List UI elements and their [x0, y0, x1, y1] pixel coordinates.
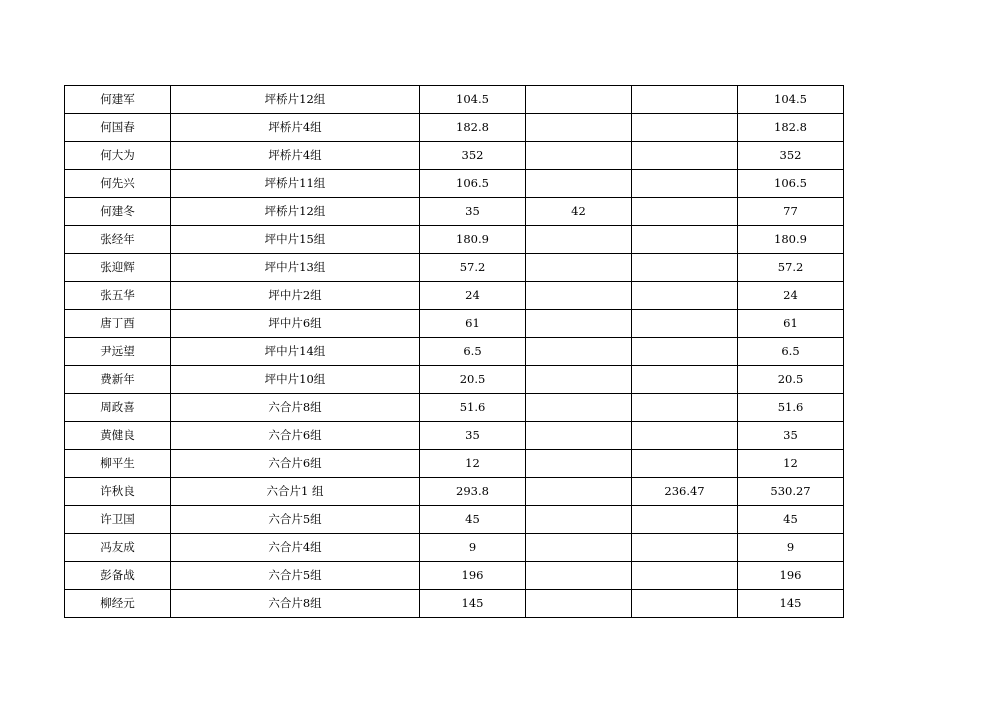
value-a-cell: 57.2	[420, 254, 526, 282]
name-cell: 何国春	[65, 114, 171, 142]
location-cell: 坪桥片12组	[171, 86, 420, 114]
value-a-cell: 352	[420, 142, 526, 170]
name-cell: 冯友成	[65, 534, 171, 562]
value-b-cell	[526, 450, 632, 478]
table-row	[65, 170, 844, 198]
value-c-cell	[632, 506, 738, 534]
table-body	[65, 86, 844, 618]
name-cell: 张迎辉	[65, 254, 171, 282]
value-b-cell	[526, 170, 632, 198]
value-b-cell	[526, 254, 632, 282]
table-row	[65, 226, 844, 254]
table-row	[65, 394, 844, 422]
location-cell: 六合片4组	[171, 534, 420, 562]
name-cell: 柳平生	[65, 450, 171, 478]
total-cell: 61	[738, 310, 844, 338]
table-row	[65, 590, 844, 618]
value-b-cell	[526, 590, 632, 618]
table-row	[65, 422, 844, 450]
table-row	[65, 506, 844, 534]
table-row	[65, 366, 844, 394]
total-cell: 35	[738, 422, 844, 450]
value-c-cell	[632, 562, 738, 590]
value-c-cell	[632, 338, 738, 366]
location-cell: 坪中片13组	[171, 254, 420, 282]
value-a-cell: 9	[420, 534, 526, 562]
table-row	[65, 114, 844, 142]
value-c-cell	[632, 282, 738, 310]
value-c-cell	[632, 450, 738, 478]
value-c-cell	[632, 422, 738, 450]
value-a-cell: 145	[420, 590, 526, 618]
value-a-cell: 61	[420, 310, 526, 338]
total-cell: 20.5	[738, 366, 844, 394]
location-cell: 六合片1 组	[171, 478, 420, 506]
name-cell: 何大为	[65, 142, 171, 170]
value-a-cell: 293.8	[420, 478, 526, 506]
table-row	[65, 198, 844, 226]
value-c-cell: 236.47	[632, 478, 738, 506]
location-cell: 六合片8组	[171, 590, 420, 618]
total-cell: 106.5	[738, 170, 844, 198]
value-b-cell	[526, 366, 632, 394]
value-a-cell: 196	[420, 562, 526, 590]
table-row	[65, 86, 844, 114]
value-a-cell: 24	[420, 282, 526, 310]
value-a-cell: 182.8	[420, 114, 526, 142]
value-a-cell: 35	[420, 198, 526, 226]
value-c-cell	[632, 114, 738, 142]
value-a-cell: 12	[420, 450, 526, 478]
table-row	[65, 254, 844, 282]
name-cell: 许卫国	[65, 506, 171, 534]
value-c-cell	[632, 142, 738, 170]
location-cell: 坪中片14组	[171, 338, 420, 366]
location-cell: 六合片6组	[171, 450, 420, 478]
value-a-cell: 106.5	[420, 170, 526, 198]
total-cell: 145	[738, 590, 844, 618]
location-cell: 六合片6组	[171, 422, 420, 450]
location-cell: 坪中片10组	[171, 366, 420, 394]
location-cell: 坪桥片4组	[171, 114, 420, 142]
value-b-cell	[526, 478, 632, 506]
value-b-cell: 42	[526, 198, 632, 226]
name-cell: 张五华	[65, 282, 171, 310]
table-row	[65, 562, 844, 590]
value-a-cell: 51.6	[420, 394, 526, 422]
name-cell: 费新年	[65, 366, 171, 394]
table-row	[65, 310, 844, 338]
total-cell: 352	[738, 142, 844, 170]
name-cell: 尹远望	[65, 338, 171, 366]
table-row	[65, 478, 844, 506]
location-cell: 坪中片15组	[171, 226, 420, 254]
value-b-cell	[526, 562, 632, 590]
total-cell: 24	[738, 282, 844, 310]
value-b-cell	[526, 534, 632, 562]
value-c-cell	[632, 394, 738, 422]
total-cell: 104.5	[738, 86, 844, 114]
value-c-cell	[632, 170, 738, 198]
name-cell: 张经年	[65, 226, 171, 254]
location-cell: 六合片5组	[171, 562, 420, 590]
table-row	[65, 450, 844, 478]
value-a-cell: 104.5	[420, 86, 526, 114]
total-cell: 77	[738, 198, 844, 226]
total-cell: 6.5	[738, 338, 844, 366]
table-row	[65, 338, 844, 366]
value-a-cell: 35	[420, 422, 526, 450]
value-a-cell: 20.5	[420, 366, 526, 394]
name-cell: 何建冬	[65, 198, 171, 226]
value-b-cell	[526, 310, 632, 338]
table-row	[65, 142, 844, 170]
name-cell: 黄健良	[65, 422, 171, 450]
total-cell: 45	[738, 506, 844, 534]
total-cell: 182.8	[738, 114, 844, 142]
value-c-cell	[632, 254, 738, 282]
value-a-cell: 45	[420, 506, 526, 534]
value-b-cell	[526, 114, 632, 142]
total-cell: 530.27	[738, 478, 844, 506]
name-cell: 何先兴	[65, 170, 171, 198]
value-c-cell	[632, 226, 738, 254]
total-cell: 196	[738, 562, 844, 590]
total-cell: 180.9	[738, 226, 844, 254]
location-cell: 坪桥片12组	[171, 198, 420, 226]
location-cell: 坪桥片11组	[171, 170, 420, 198]
location-cell: 坪中片6组	[171, 310, 420, 338]
location-cell: 坪中片2组	[171, 282, 420, 310]
value-c-cell	[632, 366, 738, 394]
location-cell: 六合片5组	[171, 506, 420, 534]
total-cell: 12	[738, 450, 844, 478]
name-cell: 何建军	[65, 86, 171, 114]
total-cell: 51.6	[738, 394, 844, 422]
total-cell: 9	[738, 534, 844, 562]
value-c-cell	[632, 310, 738, 338]
value-b-cell	[526, 506, 632, 534]
value-c-cell	[632, 534, 738, 562]
total-cell: 57.2	[738, 254, 844, 282]
value-a-cell: 6.5	[420, 338, 526, 366]
value-c-cell	[632, 198, 738, 226]
value-c-cell	[632, 590, 738, 618]
value-b-cell	[526, 282, 632, 310]
value-b-cell	[526, 422, 632, 450]
name-cell: 许秋良	[65, 478, 171, 506]
name-cell: 柳经元	[65, 590, 171, 618]
value-b-cell	[526, 226, 632, 254]
location-cell: 坪桥片4组	[171, 142, 420, 170]
value-b-cell	[526, 338, 632, 366]
value-c-cell	[632, 86, 738, 114]
location-cell: 六合片8组	[171, 394, 420, 422]
value-b-cell	[526, 394, 632, 422]
table-row	[65, 282, 844, 310]
name-cell: 彭备战	[65, 562, 171, 590]
value-b-cell	[526, 142, 632, 170]
value-a-cell: 180.9	[420, 226, 526, 254]
value-b-cell	[526, 86, 632, 114]
name-cell: 唐丁酉	[65, 310, 171, 338]
table-row	[65, 534, 844, 562]
name-cell: 周政喜	[65, 394, 171, 422]
data-table	[64, 85, 844, 618]
